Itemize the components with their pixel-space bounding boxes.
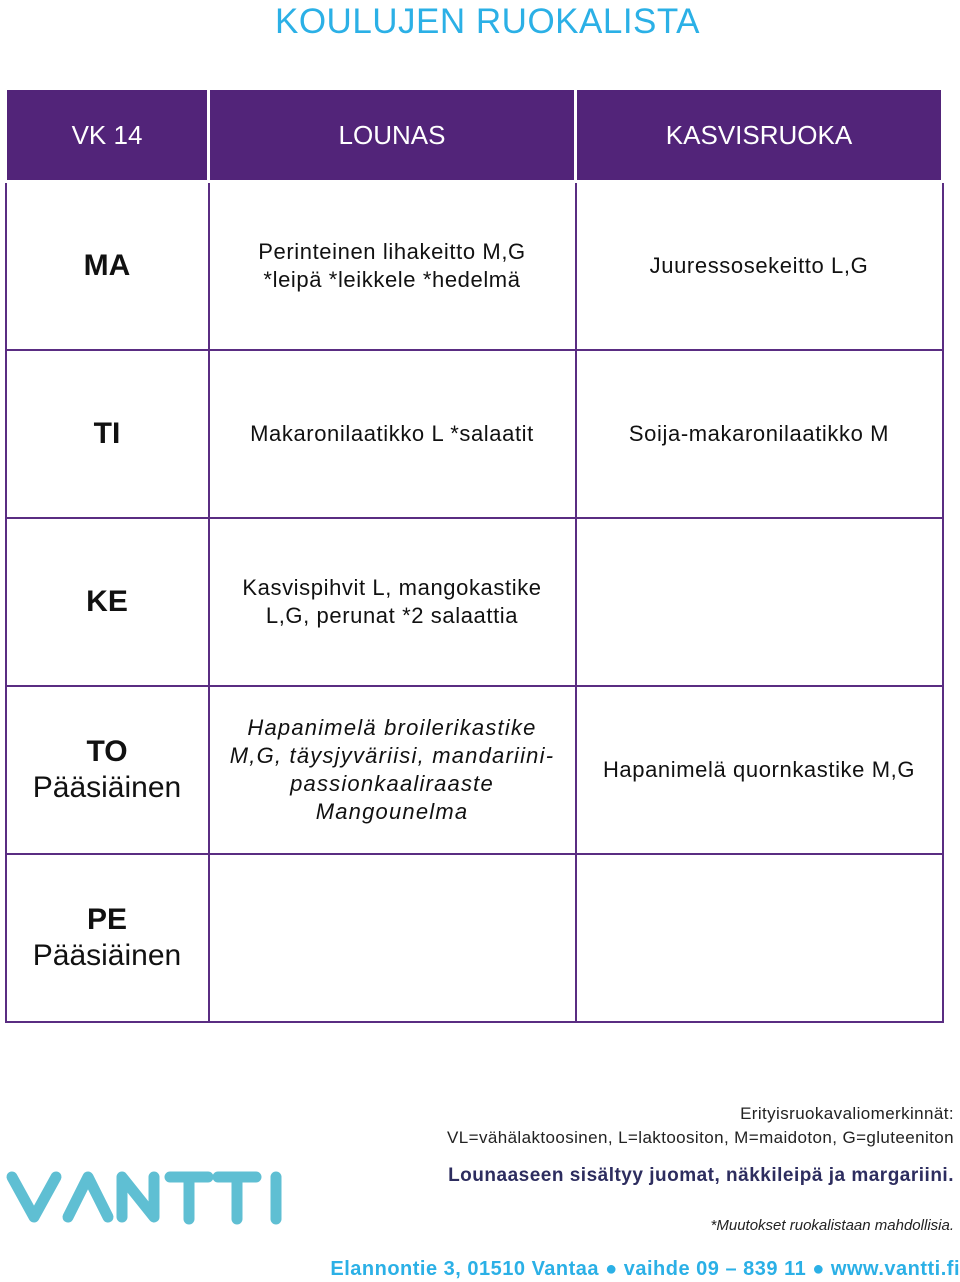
day-cell (6, 350, 209, 518)
day-cell (6, 182, 209, 351)
header-row (6, 89, 943, 182)
day-cell (6, 518, 209, 686)
dish-line: L,G, perunat *2 salaattia (265, 603, 519, 628)
day-label: PE (86, 903, 128, 936)
day-label: TO (86, 735, 128, 768)
included-note: Lounaaseen sisältyy juomat, näkkileipä ja margariini. (448, 1165, 954, 1186)
kasvisruoka-cell (576, 686, 943, 854)
legend-text: VL=vähälaktoosinen, L=laktoositon, M=maidoton, G=gluteeniton (447, 1128, 954, 1147)
kasvisruoka-cell (576, 182, 943, 351)
lounas-cell (209, 686, 576, 854)
menu-row (6, 350, 943, 518)
kasvisruoka-cell (576, 350, 943, 518)
day-cell (6, 686, 209, 854)
day-label: MA (83, 249, 131, 282)
dish-line: Makaronilaatikko L *salaatit (250, 421, 534, 446)
lounas-cell (209, 854, 576, 1022)
vantti-logo (4, 1165, 294, 1230)
dish-line: Juuressosekeitto L,G (649, 253, 869, 278)
legend-title: Erityisruokavaliomerkinnät: (740, 1104, 954, 1123)
day-label: TI (93, 417, 121, 450)
menu-row (6, 686, 943, 854)
dish-line: Perinteinen lihakeitto M,G (258, 239, 526, 264)
menu-row (6, 518, 943, 686)
kasvisruoka-cell (576, 854, 943, 1022)
menu-table (4, 87, 944, 1023)
menu-row (6, 182, 943, 351)
dish-line: Hapanimelä quornkastike M,G (602, 757, 916, 782)
header-week: VK 14 (6, 89, 209, 182)
day-cell (6, 854, 209, 1022)
holiday-label: Pääsiäinen (32, 939, 182, 972)
day-label: KE (86, 585, 128, 618)
dish-line: Kasvispihvit L, mangokastike (242, 575, 542, 600)
dish-line: Soija-makaronilaatikko M (628, 421, 890, 446)
changes-note: *Muutokset ruokalistaan mahdollisia. (710, 1217, 954, 1234)
menu-row (6, 854, 943, 1022)
page-title: KOULUJEN RUOKALISTA (274, 2, 701, 41)
lounas-cell (209, 518, 576, 686)
lounas-cell (209, 182, 576, 351)
dish-line: Mangounelma (315, 799, 469, 824)
kasvisruoka-cell (576, 518, 943, 686)
dish-line: Hapanimelä broilerikastike (247, 715, 537, 740)
header-kasvisruoka: KASVISRUOKA (576, 89, 943, 182)
holiday-label: Pääsiäinen (32, 771, 182, 804)
header-lounas: LOUNAS (209, 89, 576, 182)
diet-legend (447, 1102, 954, 1150)
dish-line: M,G, täysjyväriisi, mandariini- (229, 743, 555, 768)
dish-line: passionkaaliraaste (290, 771, 494, 796)
footer-contact: Elannontie 3, 01510 Vantaa ● vaihde 09 – 839 11 ● www.vantti.fi (330, 1258, 960, 1280)
lounas-cell (209, 350, 576, 518)
dish-line: *leipä *leikkele *hedelmä (263, 267, 521, 292)
